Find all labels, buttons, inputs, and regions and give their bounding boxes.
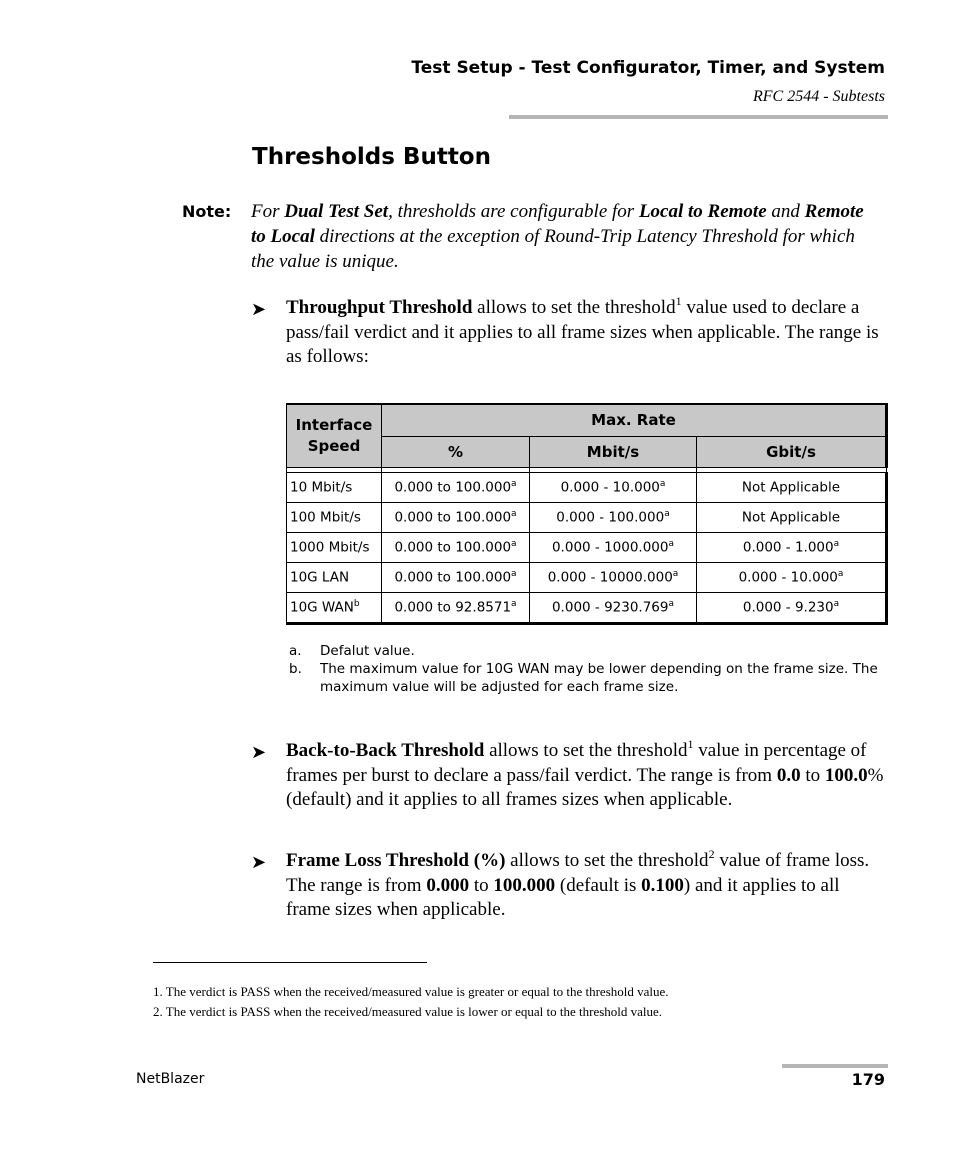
running-header-title: Test Setup - Test Configurator, Timer, and System xyxy=(411,58,885,78)
header-rule xyxy=(509,115,888,119)
table-footnote-mark: a. xyxy=(289,643,302,659)
bullet-arrow-icon: ➤ xyxy=(251,852,267,873)
cell-percent: 0.000 to 92.8571$^a$ xyxy=(382,593,530,624)
table-row xyxy=(287,473,887,503)
footnote-2: 2. The verdict is PASS when the received/measured value is lower or equal to the threshold value. xyxy=(153,1004,663,1019)
max-rate-table xyxy=(286,403,888,625)
cell-mbit: 0.000 - 100.000$^a$ xyxy=(530,503,697,533)
footnote-1: 1. The verdict is PASS when the received/measured value is greater or equal to the threshold value. xyxy=(153,984,669,999)
table-footnote-mark: b. xyxy=(289,661,302,677)
running-header-subtitle: RFC 2544 - Subtests xyxy=(753,88,885,105)
section-title: Thresholds Button xyxy=(252,144,491,170)
table-footnote-text: Defalut value. xyxy=(320,643,415,659)
cell-mbit: 0.000 - 10000.000$^a$ xyxy=(530,563,697,593)
back-to-back-paragraph: Back-to-Back Threshold allows to set the threshold$^1$ value in percentage of frames per burst to declare a pass/fail verdict. The range is from 0.0 to 100.0% (default) and it applies to all frames sizes when applicable. xyxy=(286,736,884,810)
bullet-arrow-icon: ➤ xyxy=(251,299,267,320)
cell-gbit: 0.000 - 9.230$^a$ xyxy=(697,593,887,624)
cell-speed: 10 Mbit/s xyxy=(287,473,382,503)
footnote-rule xyxy=(153,962,427,963)
cell-mbit: 0.000 - 1000.000$^a$ xyxy=(530,533,697,563)
cell-gbit: 0.000 - 10.000$^a$ xyxy=(697,563,887,593)
cell-gbit: 0.000 - 1.000$^a$ xyxy=(697,533,887,563)
header-percent: % xyxy=(382,436,530,468)
bullet-arrow-icon: ➤ xyxy=(251,742,267,763)
cell-speed: 1000 Mbit/s xyxy=(287,533,382,563)
cell-percent: 0.000 to 100.000$^a$ xyxy=(382,563,530,593)
header-mbit: Mbit/s xyxy=(530,436,697,468)
cell-mbit: 0.000 - 9230.769$^a$ xyxy=(530,593,697,624)
footer-product: NetBlazer xyxy=(136,1071,205,1087)
cell-percent: 0.000 to 100.000$^a$ xyxy=(382,533,530,563)
cell-percent: 0.000 to 100.000$^a$ xyxy=(382,503,530,533)
cell-gbit: Not Applicable xyxy=(697,503,887,533)
table-row xyxy=(287,593,887,624)
cell-mbit: 0.000 - 10.000$^a$ xyxy=(530,473,697,503)
header-max-rate: Max. Rate xyxy=(382,404,887,436)
note-text: For Dual Test Set, thresholds are configurable for Local to Remote and Remote to Local directions at the exception of Round-Trip Latency Threshold for which the value is unique. xyxy=(251,201,864,272)
frame-loss-paragraph: Frame Loss Threshold (%) allows to set the threshold$^2$ value of frame loss. The range is from 0.000 to 100.000 (default is 0.100) and it applies to all frame sizes when applicable. xyxy=(286,846,870,920)
note-label: Note: xyxy=(182,202,232,221)
table-row xyxy=(287,503,887,533)
cell-gbit: Not Applicable xyxy=(697,473,887,503)
throughput-paragraph: Throughput Threshold allows to set the threshold$^1$ value used to declare a pass/fail verdict and it applies to all frame sizes when applicable. The range is as follows: xyxy=(286,293,879,367)
footer-rule xyxy=(782,1064,888,1068)
cell-speed: 10G LAN xyxy=(287,563,382,593)
page-number: 179 xyxy=(851,1070,885,1089)
cell-speed: 10G WAN$^b$ xyxy=(287,593,382,624)
table-row xyxy=(287,563,887,593)
cell-speed: 100 Mbit/s xyxy=(287,503,382,533)
header-interface-speed: Interface Speed xyxy=(287,404,382,468)
table-footnote-text: The maximum value for 10G WAN may be lower depending on the frame size. The maximum value will be adjusted for each frame size. xyxy=(320,661,878,695)
cell-percent: 0.000 to 100.000$^a$ xyxy=(382,473,530,503)
header-gbit: Gbit/s xyxy=(697,436,887,468)
table-row xyxy=(287,533,887,563)
